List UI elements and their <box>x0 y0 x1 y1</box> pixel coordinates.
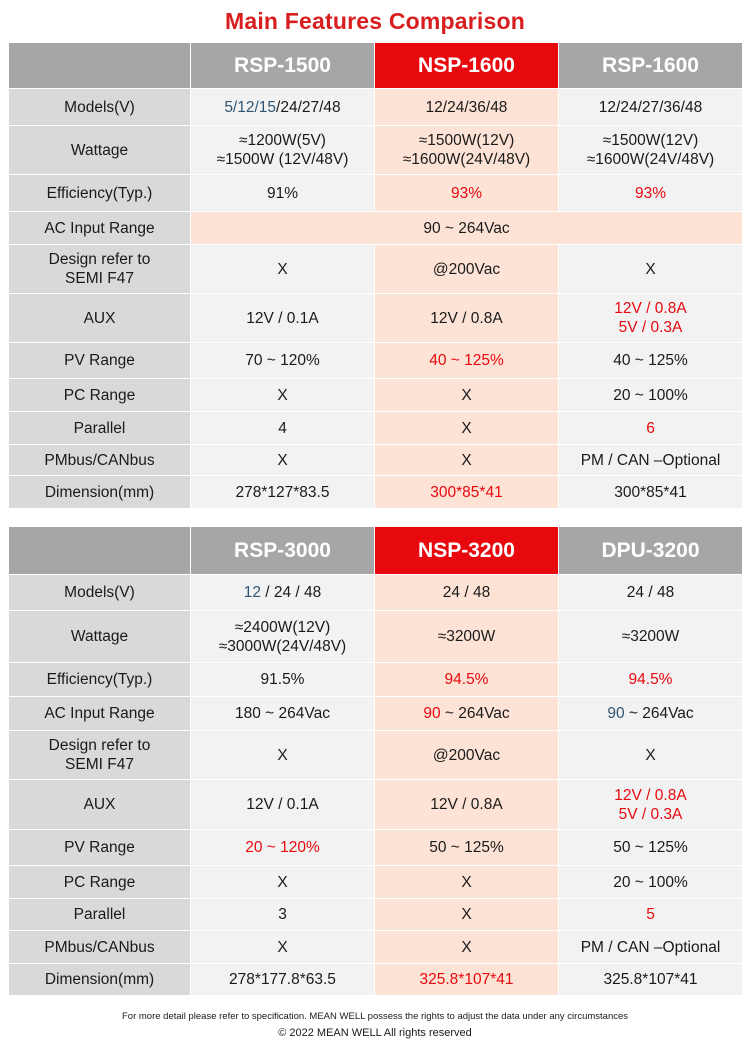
table-cell: 180 ~ 264Vac <box>191 697 375 731</box>
table-cell: 12V / 0.1A <box>191 294 375 343</box>
table-cell: ≈1200W(5V) ≈1500W (12V/48V) <box>191 126 375 175</box>
header-model: DPU-3200 <box>559 527 743 575</box>
table-row <box>9 780 743 830</box>
row-label: PMbus/CANbus <box>9 931 191 964</box>
table-row <box>9 294 743 343</box>
row-label: Models(V) <box>9 89 191 126</box>
table-cell: 325.8*107*41 <box>559 964 743 996</box>
header-empty-cell <box>9 43 191 89</box>
table-row <box>9 212 743 245</box>
row-label: AC Input Range <box>9 212 191 245</box>
row-label: Parallel <box>9 899 191 931</box>
table-cell: 12/24/27/36/48 <box>559 89 743 126</box>
table-cell: ≈3200W <box>559 611 743 663</box>
table-row <box>9 899 743 931</box>
table-cell: 12V / 0.1A <box>191 780 375 830</box>
table-cell: X <box>191 379 375 412</box>
table-cell: 300*85*41 <box>375 476 559 509</box>
row-label: Design refer to SEMI F47 <box>9 245 191 294</box>
table-row <box>9 379 743 412</box>
table-cell: 40 ~ 125% <box>375 343 559 379</box>
table-cell: @200Vac <box>375 245 559 294</box>
table-cell: 5/12/15/24/27/48 <box>191 89 375 126</box>
table-cell: X <box>191 445 375 476</box>
table-cell: 3 <box>191 899 375 931</box>
table-cell: 50 ~ 125% <box>559 830 743 866</box>
header-row <box>9 43 743 89</box>
table-cell: 94.5% <box>559 663 743 697</box>
table-cell: 50 ~ 125% <box>375 830 559 866</box>
table-cell: 94.5% <box>375 663 559 697</box>
header-model: RSP-1500 <box>191 43 375 89</box>
table-row <box>9 611 743 663</box>
row-label: Dimension(mm) <box>9 476 191 509</box>
table-cell: 12V / 0.8A <box>375 294 559 343</box>
table-row <box>9 931 743 964</box>
table-row <box>9 175 743 212</box>
row-label: Parallel <box>9 412 191 445</box>
table-cell: X <box>375 931 559 964</box>
table-row <box>9 964 743 996</box>
row-label: AC Input Range <box>9 697 191 731</box>
row-label: Wattage <box>9 611 191 663</box>
table-cell: 91% <box>191 175 375 212</box>
footer-copyright: © 2022 MEAN WELL All rights reserved <box>278 1027 472 1039</box>
table-cell: X <box>191 731 375 780</box>
table-cell: PM / CAN –Optional <box>559 931 743 964</box>
table-row <box>9 245 743 294</box>
table-cell: 90 ~ 264Vac <box>559 697 743 731</box>
row-label: PC Range <box>9 866 191 899</box>
header-row <box>9 527 743 575</box>
table-cell: 278*177.8*63.5 <box>191 964 375 996</box>
table-cell: 5 <box>559 899 743 931</box>
table-row <box>9 476 743 509</box>
row-label: AUX <box>9 294 191 343</box>
row-label: PMbus/CANbus <box>9 445 191 476</box>
row-label: PC Range <box>9 379 191 412</box>
table-cell: 93% <box>559 175 743 212</box>
table-row <box>9 126 743 175</box>
table-cell: 325.8*107*41 <box>375 964 559 996</box>
comparison-table-2 <box>8 526 743 996</box>
table-cell: ≈1500W(12V) ≈1600W(24V/48V) <box>375 126 559 175</box>
table-cell: 278*127*83.5 <box>191 476 375 509</box>
header-model-highlight: NSP-3200 <box>375 527 559 575</box>
page-title: Main Features Comparison <box>224 8 526 34</box>
table-cell: 24 / 48 <box>559 575 743 611</box>
row-label: Efficiency(Typ.) <box>9 663 191 697</box>
table-cell: ≈1500W(12V) ≈1600W(24V/48V) <box>559 126 743 175</box>
table-row <box>9 866 743 899</box>
table-cell: 20 ~ 100% <box>559 379 743 412</box>
footer-note: For more detail please refer to specification. MEAN WELL possess the rights to adjust the data under any circumstances <box>121 1011 629 1022</box>
table-row <box>9 830 743 866</box>
table-cell: X <box>375 899 559 931</box>
table-cell: 6 <box>559 412 743 445</box>
row-label: PV Range <box>9 830 191 866</box>
table-row <box>9 575 743 611</box>
table-cell: 4 <box>191 412 375 445</box>
row-label: PV Range <box>9 343 191 379</box>
table-cell: X <box>559 731 743 780</box>
table-cell: 12/24/36/48 <box>375 89 559 126</box>
table-cell: ≈2400W(12V) ≈3000W(24V/48V) <box>191 611 375 663</box>
table-row <box>9 663 743 697</box>
table-row <box>9 89 743 126</box>
table-cell: X <box>375 379 559 412</box>
header-model-highlight: NSP-1600 <box>375 43 559 89</box>
table-cell: 70 ~ 120% <box>191 343 375 379</box>
row-label: Models(V) <box>9 575 191 611</box>
table-cell: 20 ~ 120% <box>191 830 375 866</box>
header-empty-cell <box>9 527 191 575</box>
table-cell: PM / CAN –Optional <box>559 445 743 476</box>
row-label: Efficiency(Typ.) <box>9 175 191 212</box>
row-label: Wattage <box>9 126 191 175</box>
table-cell: 300*85*41 <box>559 476 743 509</box>
table-cell: X <box>375 866 559 899</box>
table-cell: 12V / 0.8A 5V / 0.3A <box>559 294 743 343</box>
table-cell: X <box>191 245 375 294</box>
table-cell: X <box>375 445 559 476</box>
table-row <box>9 412 743 445</box>
header-model: RSP-3000 <box>191 527 375 575</box>
row-label: AUX <box>9 780 191 830</box>
table-cell: 93% <box>375 175 559 212</box>
table-cell: 24 / 48 <box>375 575 559 611</box>
table-cell: ≈3200W <box>375 611 559 663</box>
row-label: Design refer to SEMI F47 <box>9 731 191 780</box>
table-row <box>9 697 743 731</box>
table-cell: 12V / 0.8A 5V / 0.3A <box>559 780 743 830</box>
table-cell: X <box>191 866 375 899</box>
table-row <box>9 731 743 780</box>
table-cell: 40 ~ 125% <box>559 343 743 379</box>
header-model: RSP-1600 <box>559 43 743 89</box>
table-cell-merged: 90 ~ 264Vac <box>191 212 743 245</box>
table-cell: 90 ~ 264Vac <box>375 697 559 731</box>
table-cell: X <box>559 245 743 294</box>
table-cell: 12 / 24 / 48 <box>191 575 375 611</box>
table-cell: @200Vac <box>375 731 559 780</box>
table-cell: X <box>191 931 375 964</box>
row-label: Dimension(mm) <box>9 964 191 996</box>
table-row <box>9 445 743 476</box>
table-cell: 91.5% <box>191 663 375 697</box>
table-row <box>9 343 743 379</box>
table-cell: 12V / 0.8A <box>375 780 559 830</box>
comparison-table-1 <box>8 42 743 509</box>
table-cell: X <box>375 412 559 445</box>
table-cell: 20 ~ 100% <box>559 866 743 899</box>
